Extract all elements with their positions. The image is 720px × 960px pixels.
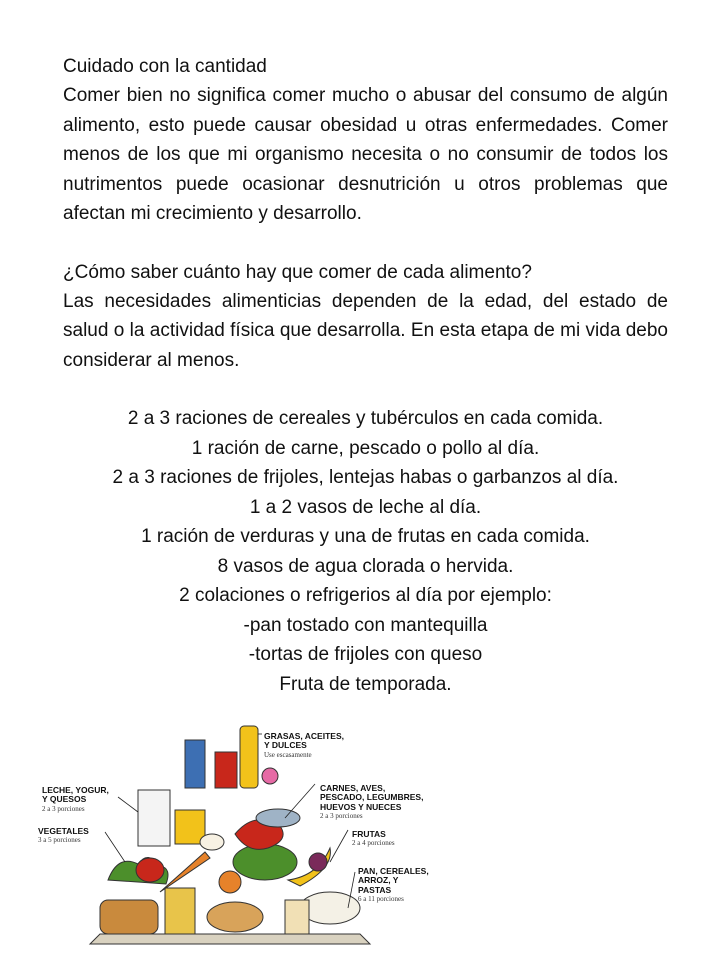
list-item: 8 vasos de agua clorada o hervida. xyxy=(217,555,514,577)
label-pan: PAN, CEREALES, ARROZ, Y PASTAS 6 a 11 porciones xyxy=(358,865,429,903)
leader-line xyxy=(118,797,138,812)
label-grasas: GRASAS, ACEITES, Y DULCES Use escasamente xyxy=(264,730,344,759)
document-page xyxy=(63,52,668,699)
label-carnes: CARNES, AVES, PESCADO, LEGUMBRES, HUEVOS Y NUECES 2 a 3 porciones xyxy=(320,782,424,820)
section-body-how-much: Las necesidades alimenticias dependen de la edad, del estado de salud o la actividad física que desarrolla. En esta etapa de mi vida debo considerar al menos. xyxy=(63,290,668,371)
bread-loaf-icon xyxy=(100,900,158,934)
leader-line xyxy=(105,832,125,862)
recommendations-list xyxy=(63,404,668,699)
section-body-quantity: Comer bien no significa comer mucho o abusar del consumo de algún alimento, esto puede causar obesidad u otras enfermedades. Comer menos de los que mi organismo necesita o no consumir de todos los nutrimentos puede ocasionar desnutrición u otros problemas que afectan mi crecimiento y desarrollo. xyxy=(63,85,668,224)
soda-icon xyxy=(185,740,205,788)
section-title-quantity: Cuidado con la cantidad xyxy=(63,56,267,77)
pasta-icon xyxy=(285,900,309,934)
label-vegetales: VEGETALES 3 a 5 porciones xyxy=(38,825,89,844)
jam-jar-icon xyxy=(215,752,237,788)
rolls-icon xyxy=(207,902,263,932)
list-item: 1 a 2 vasos de leche al día. xyxy=(249,496,482,518)
leader-line xyxy=(330,830,348,862)
grapes-icon xyxy=(309,853,327,871)
watermelon-icon xyxy=(233,844,297,880)
list-item: -tortas de frijoles con queso xyxy=(248,644,483,665)
milk-carton-icon xyxy=(138,790,170,846)
fish-icon xyxy=(256,809,300,827)
list-item: 2 a 3 raciones de cereales y tubérculos en cada comida. xyxy=(127,408,604,429)
candy-icon xyxy=(262,768,278,784)
label-leche: LECHE, YOGUR, Y QUESOS 2 a 3 porciones xyxy=(42,784,109,813)
eggs-icon xyxy=(200,834,224,850)
list-item: -pan tostado con mantequilla xyxy=(243,614,488,636)
list-item: 2 colaciones o refrigerios al día por ejemplo: xyxy=(179,585,552,606)
oil-bottle-icon xyxy=(240,726,258,788)
food-pyramid-illustration xyxy=(30,712,450,952)
leader-line xyxy=(285,784,315,818)
tomato-icon xyxy=(136,858,164,882)
pyramid-base xyxy=(90,934,370,944)
cereal-box-icon xyxy=(165,888,195,934)
list-item: 1 ración de verduras y una de frutas en cada comida. xyxy=(141,526,590,547)
list-item: Fruta de temporada. xyxy=(279,673,452,695)
label-frutas: FRUTAS 2 a 4 porciones xyxy=(352,828,395,847)
section-title-how-much: ¿Cómo saber cuánto hay que comer de cada alimento? xyxy=(63,261,532,283)
list-item: 1 ración de carne, pescado o pollo al día. xyxy=(191,437,540,459)
list-item: 2 a 3 raciones de frijoles, lentejas habas o garbanzos al día. xyxy=(112,467,619,488)
orange-icon xyxy=(219,871,241,893)
